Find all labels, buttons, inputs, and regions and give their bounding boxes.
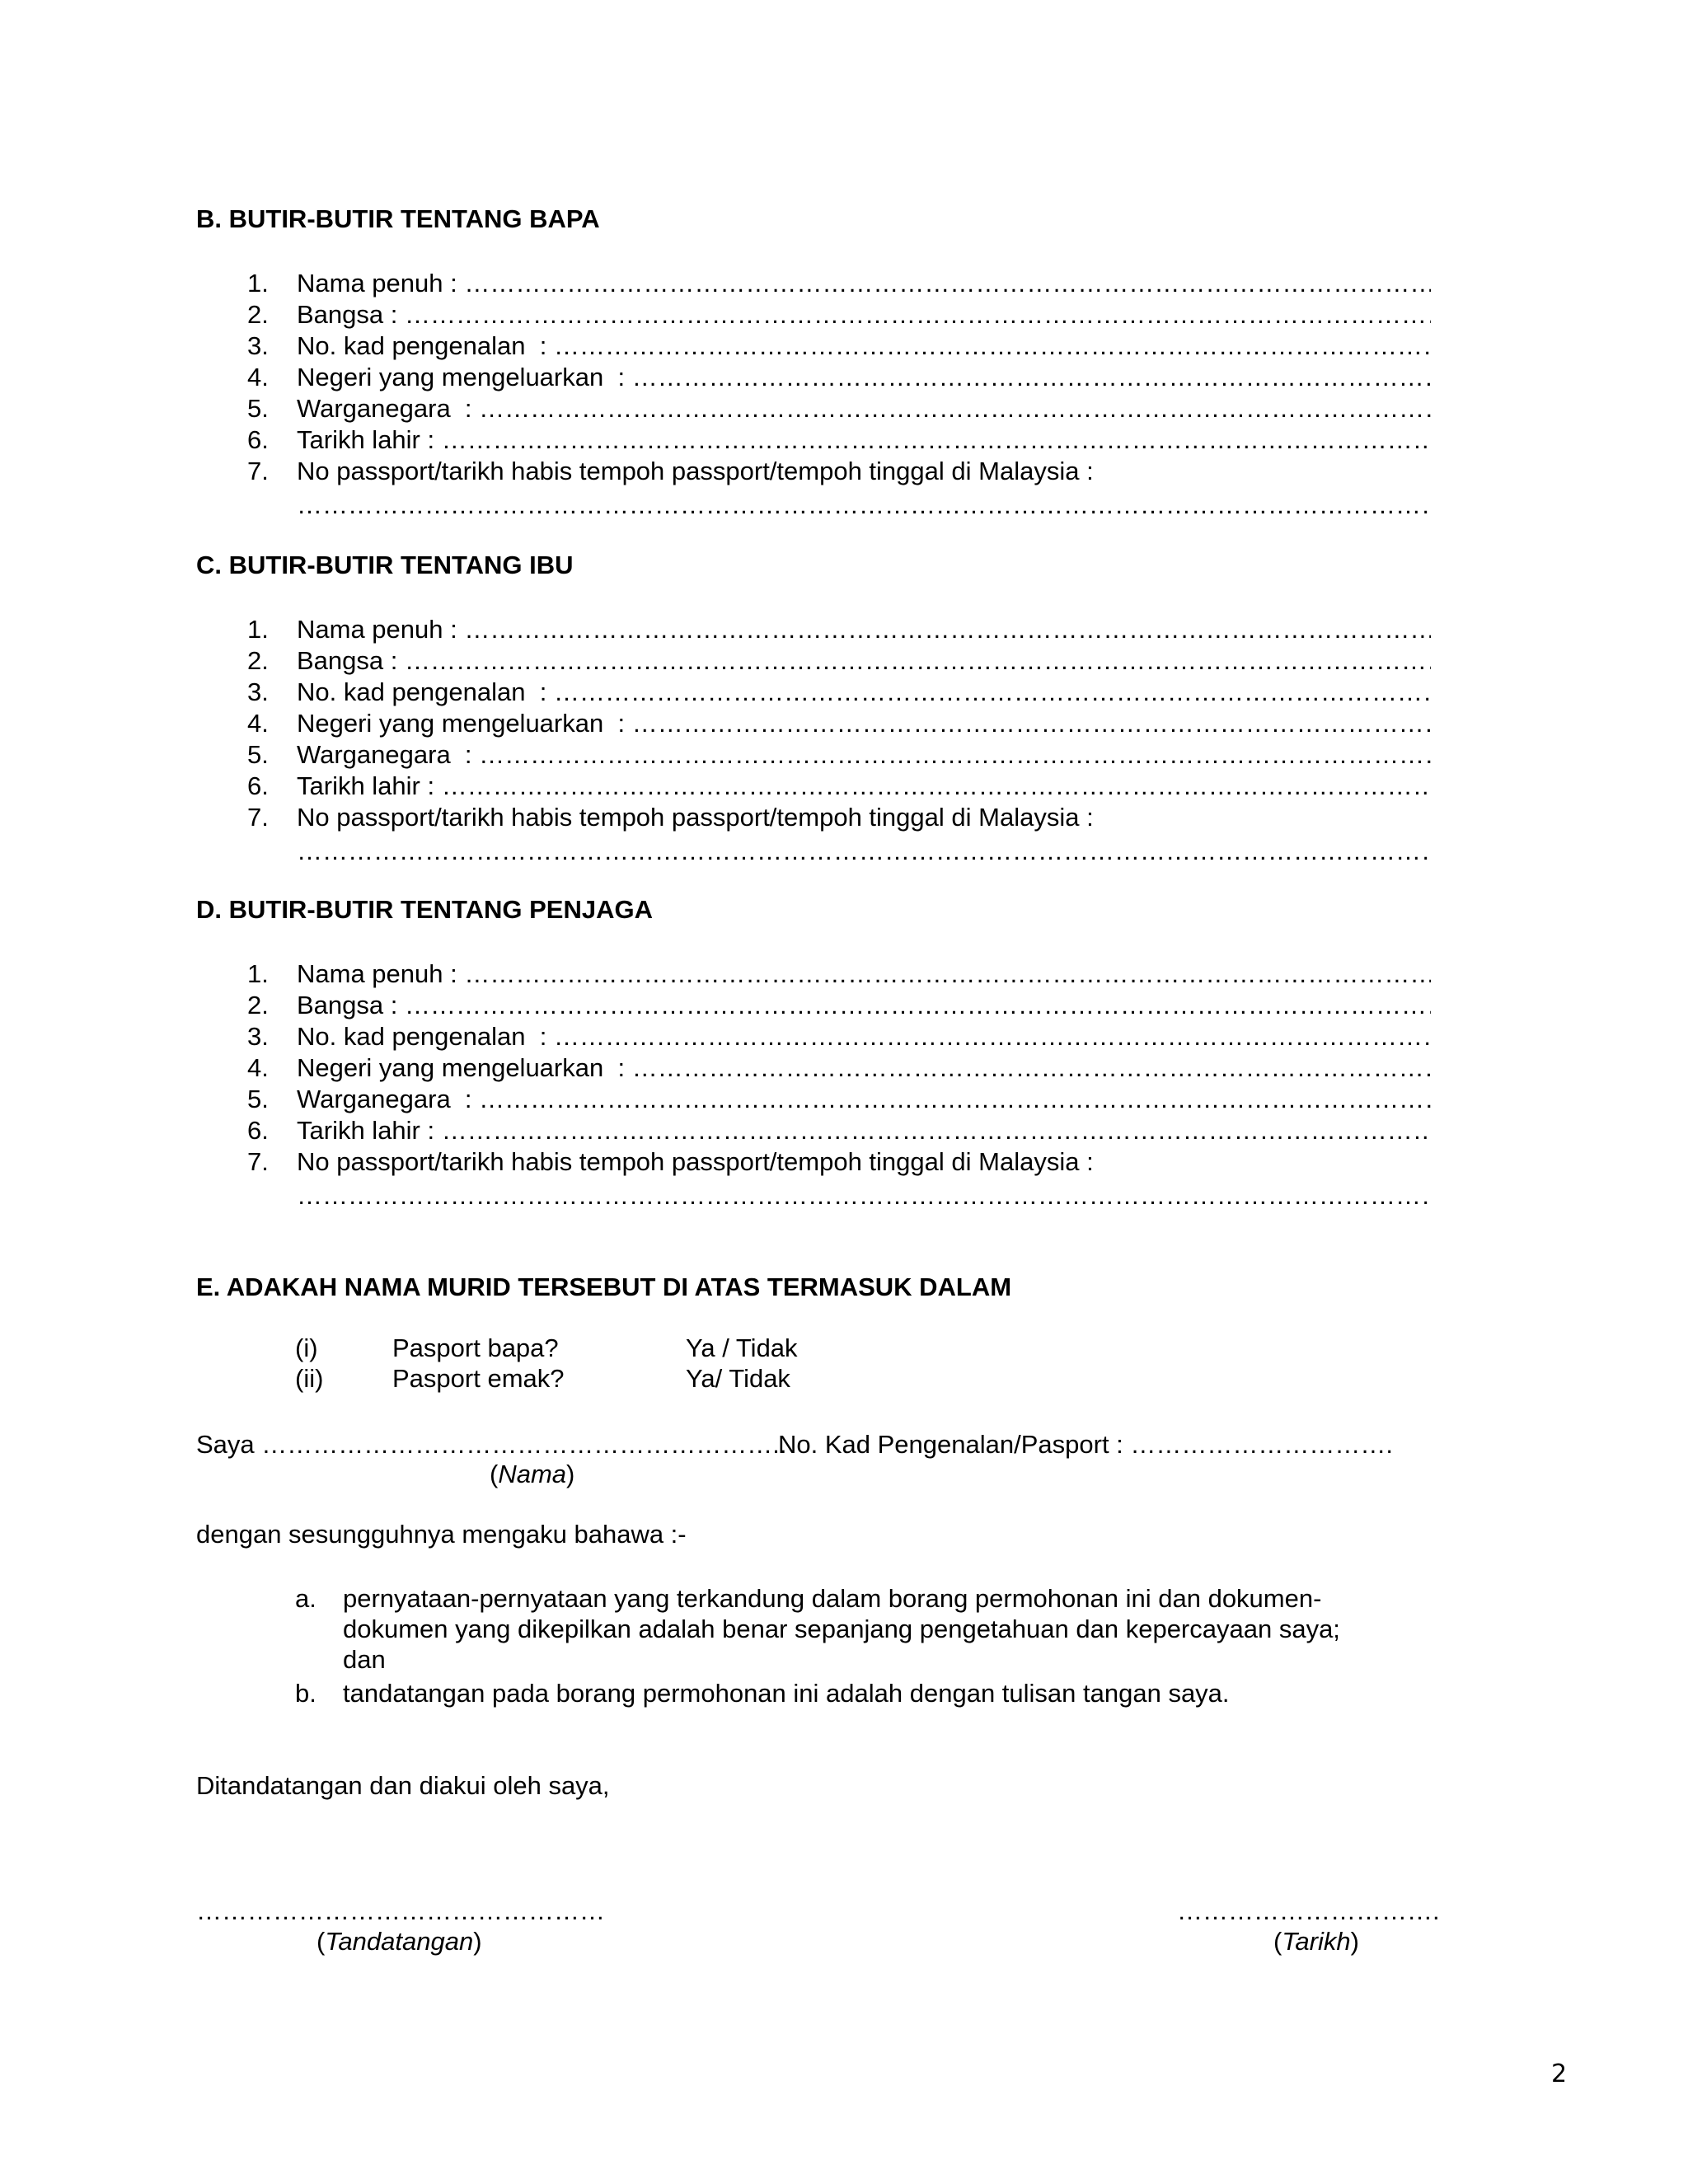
ibu-field-negeri[interactable]: 4. Negeri yang mengeluarkan : ………………………………………………………………………………………………………………………………………………………………………………………………………………………………………………………………………………: [247, 709, 1431, 738]
fill-dots: [479, 394, 1431, 424]
fill-dots: [442, 1116, 1431, 1146]
penjaga-passport-fill-dots[interactable]: [297, 1181, 1431, 1211]
date-field[interactable]: ………………………….: [1177, 1896, 1440, 1925]
field-label: No. kad pengenalan: [297, 1022, 526, 1051]
field-label: No. kad pengenalan: [297, 677, 526, 706]
field-label: Bangsa: [297, 991, 384, 1019]
point-a-line-2: dokumen yang dikepilkan adalah benar sepanjang pengetahuan dan kepercayaan saya;: [343, 1615, 1340, 1643]
penjaga-field-ic[interactable]: 3. No. kad pengenalan : ………………………………………………………………………………………………………………………………………………………………………………………………………………………………………………………………………………: [247, 1022, 1431, 1052]
passport-item-label: Pasport bapa?: [392, 1333, 559, 1362]
field-label: Nama penuh: [297, 615, 443, 644]
fill-dots: [464, 269, 1431, 298]
fill-dots: [464, 959, 1431, 989]
fill-dots: [442, 771, 1431, 801]
field-number: 7.: [247, 1147, 269, 1176]
field-number: 1.: [247, 269, 269, 298]
bapa-field-warganegara[interactable]: 5. Warganegara : ………………………………………………………………………………………………………………………………………………………………………………………………………………………………………………………………………………: [247, 394, 1431, 424]
section-b-heading: B. BUTIR-BUTIR TENTANG BAPA: [196, 204, 600, 233]
penjaga-field-tarikh-lahir[interactable]: 6. Tarikh lahir : ………………………………………………………………………………………………………………………………………………………………………………………………………………………………………………………………………………: [247, 1116, 1431, 1146]
field-label: Negeri yang mengeluarkan: [297, 709, 604, 738]
fill-dots: [479, 740, 1431, 770]
field-label: Nama penuh: [297, 959, 443, 988]
field-number: 5.: [247, 740, 269, 769]
field-number: 7.: [247, 803, 269, 832]
field-number: 1.: [247, 615, 269, 644]
penjaga-field-warganegara[interactable]: 5. Warganegara : ………………………………………………………………………………………………………………………………………………………………………………………………………………………………………………………………………………: [247, 1085, 1431, 1114]
field-label: No passport/tarikh habis tempoh passport/tempoh tinggal di Malaysia :: [297, 457, 1094, 485]
field-label: Bangsa: [297, 300, 384, 329]
passport-bapa-answer[interactable]: Ya / Tidak: [686, 1333, 798, 1362]
signature-caption: (Tandatangan): [316, 1927, 482, 1956]
passport-item-number: (ii): [295, 1364, 324, 1393]
field-label: Negeri yang mengeluarkan: [297, 363, 604, 391]
ibu-field-tarikh-lahir[interactable]: 6. Tarikh lahir : ………………………………………………………………………………………………………………………………………………………………………………………………………………………………………………………………………………: [247, 771, 1431, 801]
field-number: 6.: [247, 771, 269, 800]
nama-caption-text: Nama: [498, 1460, 567, 1488]
fill-dots: [632, 1053, 1431, 1083]
field-label: No passport/tarikh habis tempoh passport/tempoh tinggal di Malaysia :: [297, 1147, 1094, 1176]
bapa-field-bangsa[interactable]: 2. Bangsa : ………………………………………………………………………………………………………………………………………………………………………………………………………………………………………………………………………………: [247, 300, 1431, 330]
field-label: Warganegara: [297, 740, 451, 769]
page-number: 2: [1551, 2060, 1568, 2088]
fill-dots: [632, 709, 1431, 738]
section-c-heading: C. BUTIR-BUTIR TENTANG IBU: [196, 551, 574, 579]
field-number: 3.: [247, 331, 269, 360]
bapa-field-negeri[interactable]: 4. Negeri yang mengeluarkan : ………………………………………………………………………………………………………………………………………………………………………………………………………………………………………………………………………………: [247, 363, 1431, 392]
field-label: Tarikh lahir: [297, 1116, 420, 1145]
field-number: 6.: [247, 425, 269, 454]
field-number: 5.: [247, 394, 269, 423]
field-label: Bangsa: [297, 646, 384, 675]
penjaga-field-nama[interactable]: 1. Nama penuh : ………………………………………………………………………………………………………………………………………………………………………………………………………………………………………………………………………………: [247, 959, 1431, 989]
fill-dots: [405, 300, 1431, 330]
fill-dots: [464, 615, 1431, 644]
ibu-field-warganegara[interactable]: 5. Warganegara : ………………………………………………………………………………………………………………………………………………………………………………………………………………………………………………………………………………: [247, 740, 1431, 770]
fill-dots: [554, 677, 1431, 707]
field-label: Warganegara: [297, 394, 451, 423]
field-number: 2.: [247, 646, 269, 675]
section-d-heading: D. BUTIR-BUTIR TENTANG PENJAGA: [196, 895, 653, 924]
ibu-field-bangsa[interactable]: 2. Bangsa : ………………………………………………………………………………………………………………………………………………………………………………………………………………………………………………………………………………: [247, 646, 1431, 676]
field-number: 7.: [247, 457, 269, 485]
ibu-field-passport: [247, 803, 1431, 832]
point-b-letter: b.: [295, 1679, 316, 1708]
field-label: Tarikh lahir: [297, 425, 420, 454]
penjaga-field-passport: [247, 1147, 1431, 1177]
fill-dots: [554, 1022, 1431, 1052]
fill-dots: [554, 331, 1431, 361]
bapa-field-nama[interactable]: 1. Nama penuh : ………………………………………………………………………………………………………………………………………………………………………………………………………………………………………………………………………………: [247, 269, 1431, 298]
date-caption: (Tarikh): [1273, 1927, 1359, 1956]
field-label: No passport/tarikh habis tempoh passport/tempoh tinggal di Malaysia :: [297, 803, 1094, 832]
bapa-field-ic[interactable]: 3. No. kad pengenalan : ………………………………………………………………………………………………………………………………………………………………………………………………………………………………………………………………………………: [247, 331, 1431, 361]
signed-statement: Ditandatangan dan diakui oleh saya,: [196, 1771, 610, 1800]
fill-dots: [479, 1085, 1431, 1114]
bapa-field-tarikh-lahir[interactable]: 6. Tarikh lahir : ………………………………………………………………………………………………………………………………………………………………………………………………………………………………………………………………………………: [247, 425, 1431, 455]
signature-field[interactable]: …………………………………………: [196, 1896, 605, 1925]
field-label: Warganegara: [297, 1085, 451, 1113]
field-label: Negeri yang mengeluarkan: [297, 1053, 604, 1082]
fill-dots: [405, 646, 1431, 676]
passport-item-number: (i): [295, 1333, 318, 1362]
field-number: 6.: [247, 1116, 269, 1145]
declaration-ic-field[interactable]: No. Kad Pengenalan/Pasport : ………………………….: [778, 1430, 1394, 1459]
field-number: 3.: [247, 1022, 269, 1051]
point-b-text: tandatangan pada borang permohonan ini adalah dengan tulisan tangan saya.: [343, 1679, 1230, 1708]
field-number: 2.: [247, 300, 269, 329]
field-number: 4.: [247, 709, 269, 738]
bapa-field-passport: [247, 457, 1431, 486]
penjaga-field-bangsa[interactable]: 2. Bangsa : ………………………………………………………………………………………………………………………………………………………………………………………………………………………………………………………………………………: [247, 991, 1431, 1020]
fill-dots: [405, 991, 1431, 1020]
field-number: 5.: [247, 1085, 269, 1113]
field-label: Nama penuh: [297, 269, 443, 298]
field-label: No. kad pengenalan: [297, 331, 526, 360]
declaration-intro: dengan sesungguhnya mengaku bahawa :-: [196, 1520, 687, 1549]
field-number: 4.: [247, 1053, 269, 1082]
bapa-passport-fill-dots[interactable]: [297, 490, 1431, 520]
fill-dots: [632, 363, 1431, 392]
field-number: 3.: [247, 677, 269, 706]
declaration-name-field[interactable]: Saya ……………………………………………………..: [196, 1430, 787, 1459]
point-a-line-3: dan: [343, 1645, 386, 1674]
signature-caption-text: Tandatangan: [325, 1927, 474, 1956]
passport-item-label: Pasport emak?: [392, 1364, 565, 1393]
point-a-letter: a.: [295, 1584, 316, 1613]
point-a-line-1: pernyataan-pernyataan yang terkandung dalam borang permohonan ini dan dokumen-: [343, 1584, 1322, 1613]
field-number: 4.: [247, 363, 269, 391]
nama-caption: (Nama): [490, 1460, 575, 1488]
fill-dots: [442, 425, 1431, 455]
field-number: 1.: [247, 959, 269, 988]
date-caption-text: Tarikh: [1282, 1927, 1351, 1956]
ibu-field-nama[interactable]: 1. Nama penuh : ………………………………………………………………………………………………………………………………………………………………………………………………………………………………………………………………………………: [247, 615, 1431, 644]
field-label: Tarikh lahir: [297, 771, 420, 800]
field-number: 2.: [247, 991, 269, 1019]
passport-emak-answer[interactable]: Ya/ Tidak: [686, 1364, 790, 1393]
penjaga-field-negeri[interactable]: 4. Negeri yang mengeluarkan : ………………………………………………………………………………………………………………………………………………………………………………………………………………………………………………………………………………: [247, 1053, 1431, 1083]
section-e-heading: E. ADAKAH NAMA MURID TERSEBUT DI ATAS TERMASUK DALAM: [196, 1272, 1012, 1301]
ibu-field-ic[interactable]: 3. No. kad pengenalan : ………………………………………………………………………………………………………………………………………………………………………………………………………………………………………………………………………………: [247, 677, 1431, 707]
ibu-passport-fill-dots[interactable]: [297, 837, 1431, 866]
